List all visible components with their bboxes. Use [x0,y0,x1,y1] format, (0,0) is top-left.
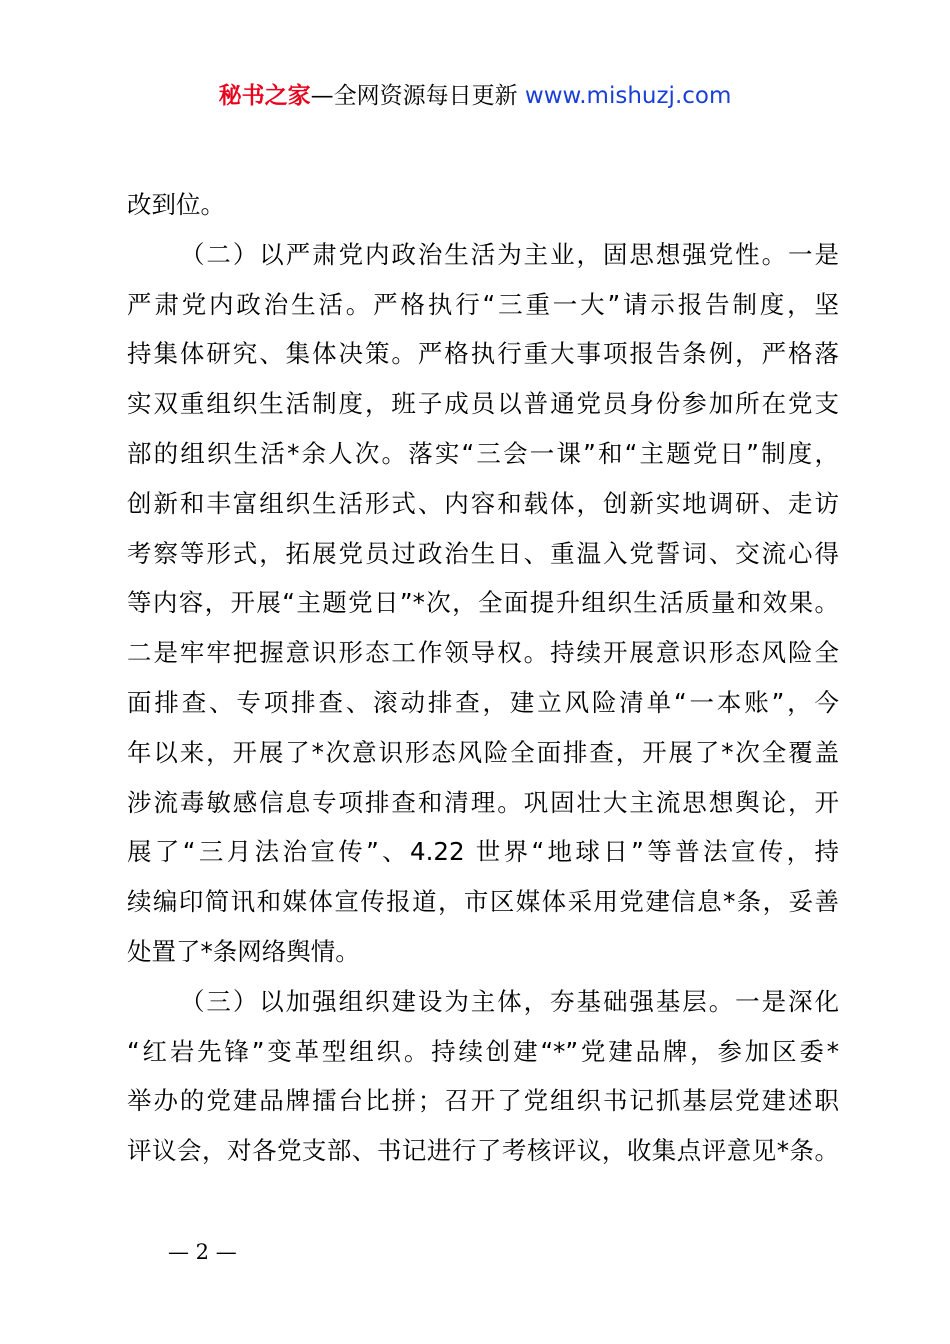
site-header [0,80,950,112]
text-line: 处置了*条网络舆情。 [127,936,360,966]
text-line: 等内容，开展“主题党日”*次，全面提升组织生活质量和效果。 [127,588,839,618]
text-line: 续编印简讯和媒体宣传报道，市区媒体采用党建信息*条，妥善 [127,887,839,917]
document-body [127,180,839,1176]
text-line: 实双重组织生活制度，班子成员以普通党员身份参加所在党支 [127,389,839,419]
brand-name: 秘书之家 [218,83,311,109]
text-line: 创新和丰富组织生活形式、内容和载体，创新实地调研、走访 [127,488,839,518]
text-line: 面排查、专项排查、滚动排查，建立风险清单“一本账”，今 [127,687,839,717]
section-heading-line: （三）以加强组织建设为主体，夯基础强基层。一是深化 [180,986,839,1016]
text-line: 严肃党内政治生活。严格执行“三重一大”请示报告制度，坚 [127,289,839,319]
text-line: 考察等形式，拓展党员过政治生日、重温入党誓词、交流心得 [127,538,839,568]
site-url[interactable]: www.mishuzj.com [524,83,732,109]
text-line: 涉流毒敏感信息专项排查和清理。巩固壮大主流思想舆论，开 [127,787,839,817]
text-line: 改到位。 [127,190,225,219]
text-line: 展了“三月法治宣传”、4.22 世界“地球日”等普法宣传，持 [127,837,839,867]
text-line: 评议会，对各党支部、书记进行了考核评议，收集点评意见*条。 [127,1136,839,1166]
page-number: — 2 — [168,1240,237,1264]
text-line: 举办的党建品牌擂台比拼；召开了党组织书记抓基层党建述职 [127,1086,839,1116]
text-line: 二是牢牢把握意识形态工作领导权。持续开展意识形态风险全 [127,638,839,668]
text-line: “红岩先锋”变革型组织。持续创建“*”党建品牌，参加区委* [127,1036,839,1066]
text-line: 部的组织生活*余人次。落实“三会一课”和“主题党日”制度， [127,438,839,468]
text-line: 年以来，开展了*次意识形态风险全面排查，开展了*次全覆盖 [127,737,839,767]
header-tagline: —全网资源每日更新 [310,83,525,109]
text-line: 持集体研究、集体决策。严格执行重大事项报告条例，严格落 [127,339,839,369]
section-heading-line: （二）以严肃党内政治生活为主业，固思想强党性。一是 [180,239,839,269]
